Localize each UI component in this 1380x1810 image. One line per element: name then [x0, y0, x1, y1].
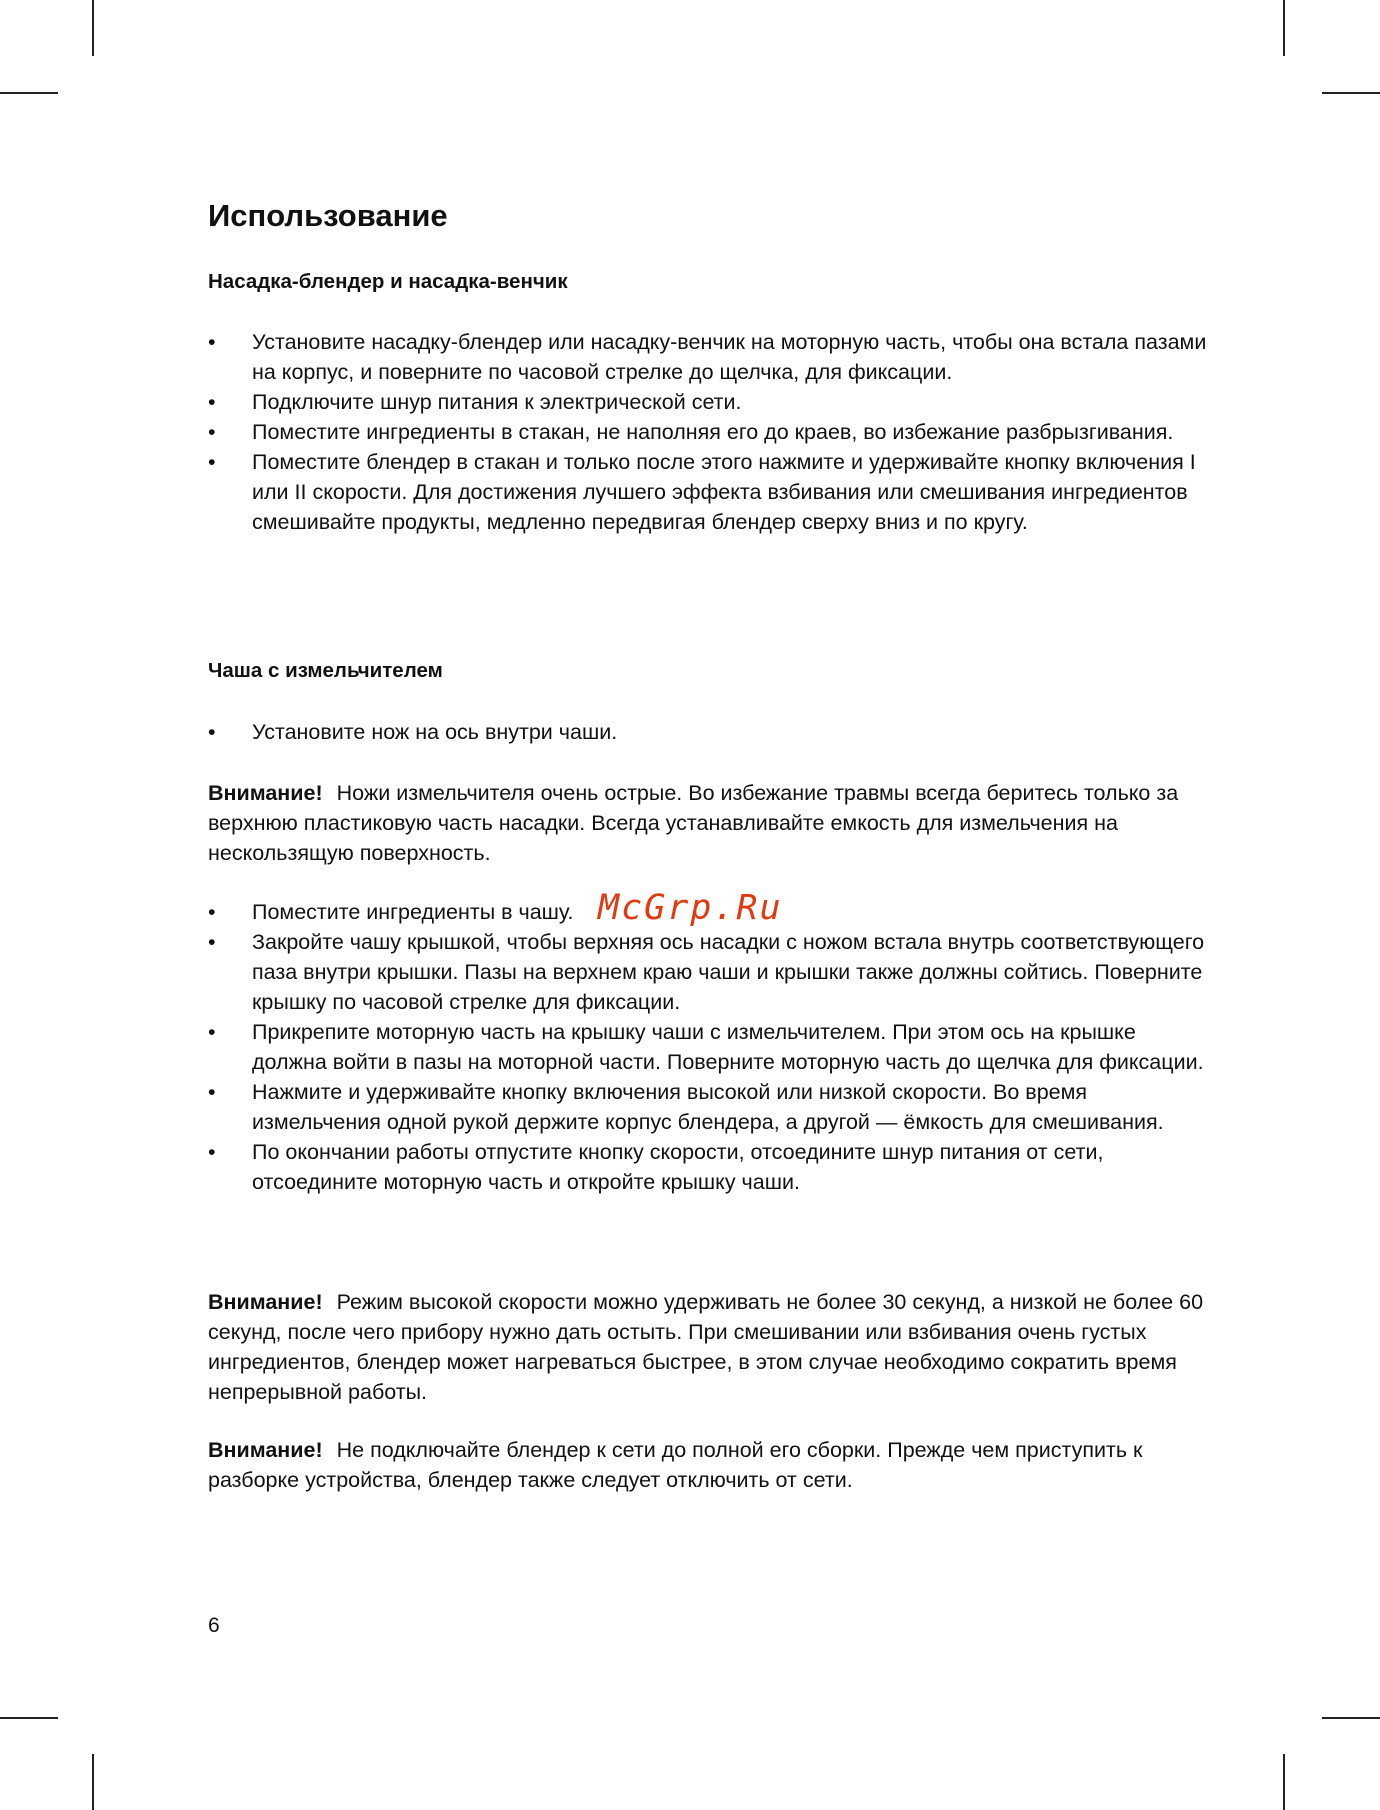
warning-note: Внимание! Не подключайте блендер к сети до полной его сборки. Прежде чем приступить к разборке устройства, блендер также следует отключить от сети.	[208, 1438, 1143, 1492]
bullet-icon: •	[208, 720, 216, 744]
section-heading-chopper: Чаша с измельчителем	[208, 659, 443, 682]
warning-label: Внимание!	[208, 781, 323, 805]
crop-mark	[92, 0, 94, 56]
list-item: • Прикрепите моторную часть на крышку чаши с измельчителем. При этом ось на крышке должна войти в пазы на моторной части. Поверните моторную часть до щелчка для фиксации.	[208, 1017, 1208, 1077]
list-item: • Подключите шнур питания к электрической сети.	[208, 387, 1208, 417]
warning-note: Внимание! Режим высокой скорости можно удерживать не более 30 секунд, а низкой не более 60 секунд, после чего прибору нужно дать остыть. При смешивании или взбивания очень густых ингредиентов, блендер может нагреваться быстрее, в этом случае необходимо сократить время непрерывной работы.	[208, 1290, 1204, 1404]
bullet-icon: •	[208, 420, 216, 444]
crop-mark	[0, 1717, 58, 1719]
section-heading-blender: Насадка-блендер и насадка-венчик	[208, 270, 568, 293]
page-number: 6	[208, 1614, 220, 1637]
list-item: • Нажмите и удерживайте кнопку включения высокой или низкой скорости. Во время измельчения одной рукой держите корпус блендера, а другой — ёмкость для смешивания.	[208, 1077, 1208, 1137]
watermark: McGrp.Ru	[598, 888, 783, 928]
warning-note: Внимание! Ножи измельчителя очень острые. Во избежание травмы всегда беритесь только за верхнюю пластиковую часть насадки. Всегда устанавливайте емкость для измельчения на нескользящую поверхность.	[208, 781, 1179, 865]
crop-mark	[1322, 1717, 1380, 1719]
bullet-icon: •	[208, 900, 216, 924]
bullet-icon: •	[208, 330, 216, 354]
list-item: • По окончании работы отпустите кнопку скорости, отсоедините шнур питания от сети, отсоедините моторную часть и откройте крышку чаши.	[208, 1137, 1208, 1197]
crop-mark	[0, 92, 58, 94]
warning-label: Внимание!	[208, 1290, 323, 1314]
crop-mark	[1322, 92, 1380, 94]
chopper-steps-list-2	[208, 897, 1208, 1197]
page-title: Использование	[208, 198, 448, 233]
chopper-steps-list-1	[208, 717, 1208, 747]
bullet-icon: •	[208, 1140, 216, 1164]
bullet-icon: •	[208, 390, 216, 414]
crop-mark	[1283, 0, 1285, 56]
crop-mark	[1283, 1754, 1285, 1810]
bullet-icon: •	[208, 450, 216, 474]
crop-mark	[92, 1754, 94, 1810]
bullet-icon: •	[208, 1020, 216, 1044]
list-item: • Закройте чашу крышкой, чтобы верхняя ось насадки с ножом встала внутрь соответствующего паза внутри крышки. Пазы на верхнем краю чаши и крышки также должны сойтись. Поверните крышку по часовой стрелке для фиксации.	[208, 927, 1208, 1017]
list-item: • Поместите блендер в стакан и только после этого нажмите и удерживайте кнопку включения I или II скорости. Для достижения лучшего эффекта взбивания или смешивания ингредиентов смешивайте продукты, медленно передвигая блендер сверху вниз и по кругу.	[208, 447, 1208, 537]
list-item: • Поместите ингредиенты в стакан, не наполняя его до краев, во избежание разбрызгивания.	[208, 417, 1208, 447]
list-item: • Установите нож на ось внутри чаши.	[208, 717, 1208, 747]
warning-label: Внимание!	[208, 1438, 323, 1462]
blender-steps-list	[208, 327, 1208, 537]
bullet-icon: •	[208, 1080, 216, 1104]
bullet-icon: •	[208, 930, 216, 954]
list-item: • Поместите ингредиенты в чашу.	[208, 897, 1208, 927]
list-item: • Установите насадку-блендер или насадку-венчик на моторную часть, чтобы она встала пазами на корпус, и поверните по часовой стрелке до щелчка, для фиксации.	[208, 327, 1208, 387]
